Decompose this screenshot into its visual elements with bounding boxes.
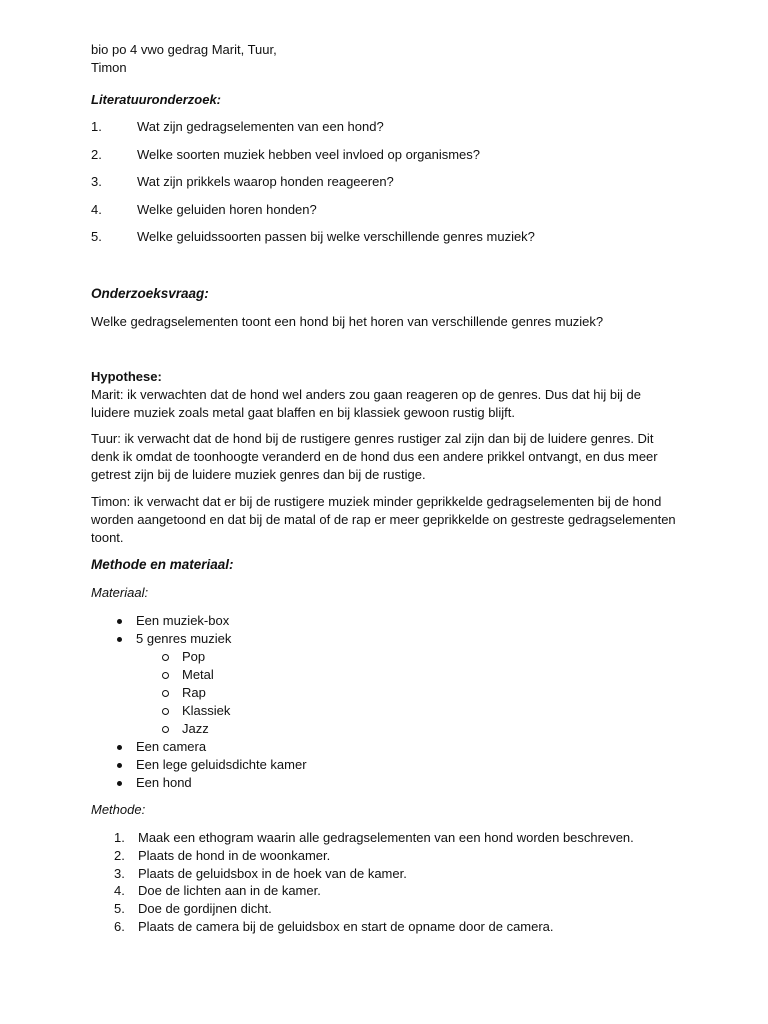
circle-bullet-icon bbox=[162, 654, 169, 661]
hypothesis-line: Marit: ik verwachten dat de hond wel anders zou gaan reageren op de genres. Dus dat hij bij de bbox=[91, 387, 641, 402]
header-line-1: bio po 4 vwo gedrag Marit, Tuur, bbox=[91, 42, 277, 57]
bullet-icon bbox=[117, 637, 122, 642]
material-item-text: Een lege geluidsdichte kamer bbox=[136, 757, 307, 772]
method-step-text: Doe de lichten aan in de kamer. bbox=[138, 883, 321, 898]
literature-item-number: 4. bbox=[91, 202, 102, 217]
method-step bbox=[114, 882, 321, 900]
literature-item-number: 1. bbox=[91, 119, 102, 134]
literature-item bbox=[91, 173, 394, 191]
method-step bbox=[114, 900, 272, 918]
literature-item bbox=[91, 228, 535, 246]
literature-item-text: Welke soorten muziek hebben veel invloed op organismes? bbox=[137, 147, 481, 162]
hypothesis-line: getrest zijn bij de luidere muziek genres dan bij de rustige. bbox=[91, 467, 426, 482]
research-question: Welke gedragselementen toont een hond bij het horen van verschillende genres muziek? bbox=[91, 314, 604, 329]
method-step-number: 4. bbox=[114, 883, 125, 898]
method-step bbox=[114, 865, 407, 883]
hypothesis-heading: Hypothese: bbox=[91, 369, 162, 384]
method-step-text: Plaats de geluidsbox in de hoek van de kamer. bbox=[138, 866, 407, 881]
genre-item-text: Pop bbox=[182, 649, 206, 664]
method-step-number: 2. bbox=[114, 848, 125, 863]
method-step-number: 6. bbox=[114, 919, 125, 934]
material-item-text: Een hond bbox=[136, 775, 192, 790]
circle-bullet-icon bbox=[162, 672, 169, 679]
method-step-text: Plaats de hond in de woonkamer. bbox=[138, 848, 331, 863]
method-step-number: 5. bbox=[114, 901, 125, 916]
literature-item bbox=[91, 146, 480, 164]
research-question-heading: Onderzoeksvraag: bbox=[91, 286, 209, 301]
document-header bbox=[91, 41, 688, 77]
literature-item-text: Welke geluiden horen honden? bbox=[137, 202, 317, 217]
circle-bullet-icon bbox=[162, 708, 169, 715]
method-heading: Methode en materiaal: bbox=[91, 557, 234, 572]
hypothesis-line: Tuur: ik verwacht dat de hond bij de rustigere genres rustiger zal zijn dan bij de luidere genres. Dit bbox=[91, 431, 654, 446]
hypothesis-line: denk ik omdat de toonhoogte veranderd en de hond dus een andere prikkel ontvangt, en dus meer bbox=[91, 449, 658, 464]
method-subheading: Methode: bbox=[91, 802, 146, 817]
hypothesis-line: Timon: ik verwacht dat er bij de rustigere muziek minder geprikkelde gedragselementen bij de hond bbox=[91, 494, 662, 509]
literature-item bbox=[91, 118, 384, 136]
literature-heading: Literatuuronderzoek: bbox=[91, 92, 222, 107]
hypothesis-line: worden aangetoond en dat bij de matal of de rap er meer geprikkelde on gestreste gedragselementen bbox=[91, 512, 676, 527]
circle-bullet-icon bbox=[162, 690, 169, 697]
material-item-text: Een camera bbox=[136, 739, 207, 754]
circle-bullet-icon bbox=[162, 726, 169, 733]
material-item-text: Een muziek-box bbox=[136, 613, 230, 628]
literature-item-text: Wat zijn prikkels waarop honden reageeren? bbox=[137, 174, 394, 189]
hypothesis-timon bbox=[91, 493, 688, 547]
literature-item bbox=[91, 201, 317, 219]
bullet-icon bbox=[117, 619, 122, 624]
header-line-2: Timon bbox=[91, 60, 127, 75]
method-step-text: Doe de gordijnen dicht. bbox=[138, 901, 272, 916]
genre-item-text: Metal bbox=[182, 667, 214, 682]
genre-item-text: Jazz bbox=[182, 721, 209, 736]
method-step bbox=[114, 918, 554, 936]
literature-item-text: Wat zijn gedragselementen van een hond? bbox=[137, 119, 384, 134]
method-step bbox=[114, 829, 634, 847]
hypothesis-tuur bbox=[91, 430, 688, 484]
material-heading: Materiaal: bbox=[91, 585, 149, 600]
bullet-icon bbox=[117, 763, 122, 768]
method-step bbox=[114, 847, 330, 865]
hypothesis-marit bbox=[91, 386, 688, 422]
literature-item-number: 2. bbox=[91, 147, 102, 162]
material-item-text: 5 genres muziek bbox=[136, 631, 232, 646]
literature-item-number: 5. bbox=[91, 229, 102, 244]
hypothesis-line: toont. bbox=[91, 530, 124, 545]
method-step-text: Plaats de camera bij de geluidsbox en start de opname door de camera. bbox=[138, 919, 554, 934]
method-step-number: 3. bbox=[114, 866, 125, 881]
method-step-number: 1. bbox=[114, 830, 125, 845]
bullet-icon bbox=[117, 745, 122, 750]
literature-item-number: 3. bbox=[91, 174, 102, 189]
literature-item-text: Welke geluidssoorten passen bij welke verschillende genres muziek? bbox=[137, 229, 535, 244]
hypothesis-line: luidere muziek zoals metal gaat blaffen en bij klassiek gewoon rustig blijft. bbox=[91, 405, 515, 420]
method-step-text: Maak een ethogram waarin alle gedragselementen van een hond worden beschreven. bbox=[138, 830, 634, 845]
genre-item-text: Klassiek bbox=[182, 703, 231, 718]
genre-item-text: Rap bbox=[182, 685, 206, 700]
bullet-icon bbox=[117, 781, 122, 786]
